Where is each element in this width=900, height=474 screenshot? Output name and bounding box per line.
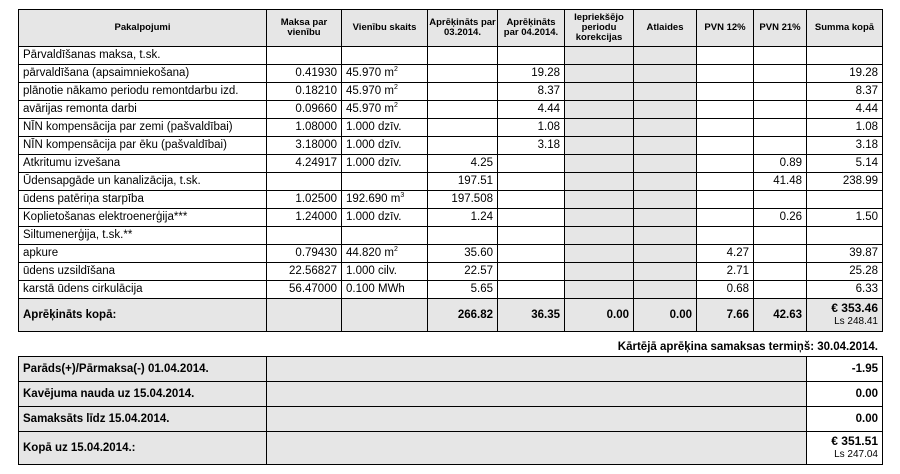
header-prev-corrections: Iepriekšējo periodu korekcijas <box>565 10 634 47</box>
row-name: Pārvaldīšanas maksa, t.sk. <box>19 47 267 65</box>
row-v21 <box>754 263 807 281</box>
table-row <box>19 173 883 191</box>
row-v12 <box>697 47 754 65</box>
summary-value: 0.00 <box>807 382 883 407</box>
row-v21 <box>754 281 807 299</box>
row-v21: 0.89 <box>754 155 807 173</box>
summary-label: Kopā uz 15.04.2014.: <box>19 432 267 465</box>
header-calc-04: Aprēķināts par 04.2014. <box>498 10 565 47</box>
row-price <box>267 47 342 65</box>
row-qty: 45.970 <box>346 85 382 97</box>
table-row <box>19 137 883 155</box>
summary-value: 0.00 <box>807 407 883 432</box>
row-qty: 45.970 <box>346 103 382 115</box>
row-price <box>267 227 342 245</box>
row-corr <box>565 137 634 155</box>
row-m04 <box>498 173 565 191</box>
row-v21: 41.48 <box>754 173 807 191</box>
row-disc <box>634 173 697 191</box>
summary-value-ls: Ls 247.04 <box>834 449 878 460</box>
row-corr <box>565 47 634 65</box>
table-row <box>19 65 883 83</box>
row-corr <box>565 173 634 191</box>
summary-row <box>19 382 883 407</box>
total-sum-eur: € 353.46 <box>831 301 878 315</box>
header-units: Vienību skaits <box>342 10 428 47</box>
row-disc <box>634 191 697 209</box>
row-v12 <box>697 173 754 191</box>
header-total: Summa kopā <box>807 10 883 47</box>
row-qty: 1.000 <box>346 211 375 223</box>
row-sum: 8.37 <box>807 83 883 101</box>
row-corr <box>565 83 634 101</box>
row-units <box>342 227 428 245</box>
row-qty: 192.690 <box>346 193 388 205</box>
row-disc <box>634 245 697 263</box>
row-v21 <box>754 65 807 83</box>
row-m04: 4.44 <box>498 101 565 119</box>
row-corr <box>565 119 634 137</box>
row-unit: MWh <box>377 283 405 295</box>
row-units <box>342 191 428 209</box>
table-row <box>19 245 883 263</box>
row-sum: 1.08 <box>807 119 883 137</box>
row-disc <box>634 101 697 119</box>
row-name: avārijas remonta darbi <box>19 101 267 119</box>
row-v12: 4.27 <box>697 245 754 263</box>
row-unit: cilv. <box>377 265 397 277</box>
summary-value <box>807 432 883 465</box>
payment-deadline: Kārtējā aprēķina samaksas termiņš: 30.04.2014. <box>617 341 878 353</box>
row-sum <box>807 227 883 245</box>
summary-spacer <box>267 382 807 407</box>
row-m03 <box>428 65 498 83</box>
row-disc <box>634 263 697 281</box>
row-qty: 44.820 <box>346 247 382 259</box>
row-m03 <box>428 119 498 137</box>
row-m04 <box>498 155 565 173</box>
table-row <box>19 263 883 281</box>
row-sum: 25.28 <box>807 263 883 281</box>
row-units <box>342 281 428 299</box>
row-disc <box>634 83 697 101</box>
row-price: 0.18210 <box>267 83 342 101</box>
total-sum <box>807 299 883 332</box>
row-v12 <box>697 227 754 245</box>
row-unit: m <box>390 193 401 205</box>
row-name: Siltumenerģija, t.sk.** <box>19 227 267 245</box>
total-sum-ls: Ls 248.41 <box>834 316 878 327</box>
header-discounts: Atlaides <box>634 10 697 47</box>
row-m03: 197.508 <box>428 191 498 209</box>
row-units <box>342 47 428 65</box>
row-sum <box>807 191 883 209</box>
row-unit: dzīv. <box>377 211 402 223</box>
row-corr <box>565 101 634 119</box>
row-v21 <box>754 83 807 101</box>
row-price: 0.41930 <box>267 65 342 83</box>
row-m04: 1.08 <box>498 119 565 137</box>
row-name: ūdens patēriņa starpība <box>19 191 267 209</box>
row-v12: 0.68 <box>697 281 754 299</box>
row-sum: 39.87 <box>807 245 883 263</box>
row-corr <box>565 263 634 281</box>
row-m03: 35.60 <box>428 245 498 263</box>
row-v12 <box>697 119 754 137</box>
total-m04: 36.35 <box>498 299 565 332</box>
row-m04 <box>498 245 565 263</box>
row-units <box>342 65 428 83</box>
total-m03: 266.82 <box>428 299 498 332</box>
row-price: 1.08000 <box>267 119 342 137</box>
row-disc <box>634 227 697 245</box>
row-corr <box>565 65 634 83</box>
header-calc-03: Aprēķināts par 03.2014. <box>428 10 498 47</box>
table-row <box>19 281 883 299</box>
row-corr <box>565 227 634 245</box>
row-price: 1.02500 <box>267 191 342 209</box>
row-sum: 19.28 <box>807 65 883 83</box>
summary-value: -1.95 <box>807 357 883 382</box>
row-unit: dzīv. <box>377 121 402 133</box>
header-vat12: PVN 12% <box>697 10 754 47</box>
row-price: 0.79430 <box>267 245 342 263</box>
row-units <box>342 119 428 137</box>
total-disc: 0.00 <box>634 299 697 332</box>
row-corr <box>565 191 634 209</box>
row-m04 <box>498 263 565 281</box>
row-name: NĪN kompensācija par zemi (pašvaldībai) <box>19 119 267 137</box>
row-name: apkure <box>19 245 267 263</box>
row-unit-exponent: 2 <box>393 84 398 92</box>
summary-value-eur: € 351.51 <box>831 434 878 448</box>
summary-spacer <box>267 407 807 432</box>
row-v12 <box>697 155 754 173</box>
total-label: Aprēķināts kopā: <box>19 299 267 332</box>
summary-label: Kavējuma nauda uz 15.04.2014. <box>19 382 267 407</box>
row-name: plānotie nākamo periodu remontdarbu izd. <box>19 83 267 101</box>
row-units <box>342 245 428 263</box>
row-sum: 238.99 <box>807 173 883 191</box>
row-disc <box>634 47 697 65</box>
row-disc <box>634 281 697 299</box>
row-name: ūdens uzsildīšana <box>19 263 267 281</box>
row-qty: 1.000 <box>346 121 375 133</box>
summary-label: Samaksāts līdz 15.04.2014. <box>19 407 267 432</box>
row-sum <box>807 47 883 65</box>
row-m03: 4.25 <box>428 155 498 173</box>
total-empty-price <box>267 299 342 332</box>
row-m03: 22.57 <box>428 263 498 281</box>
header-unit-price: Maksa par vienību <box>267 10 342 47</box>
row-sum: 1.50 <box>807 209 883 227</box>
row-v21 <box>754 227 807 245</box>
row-units <box>342 101 428 119</box>
row-m03 <box>428 137 498 155</box>
row-m03 <box>428 83 498 101</box>
summary-row <box>19 357 883 382</box>
row-corr <box>565 209 634 227</box>
charges-table <box>18 9 883 332</box>
table-row <box>19 83 883 101</box>
row-m04: 8.37 <box>498 83 565 101</box>
row-name: pārvaldīšana (apsaimniekošana) <box>19 65 267 83</box>
row-m03: 5.65 <box>428 281 498 299</box>
total-v12: 7.66 <box>697 299 754 332</box>
summary-table <box>18 356 883 465</box>
row-unit: m <box>384 67 394 79</box>
row-unit-exponent: 3 <box>400 192 405 200</box>
row-m03 <box>428 47 498 65</box>
summary-spacer <box>267 357 807 382</box>
row-m04: 3.18 <box>498 137 565 155</box>
row-v12 <box>697 101 754 119</box>
total-corr: 0.00 <box>565 299 634 332</box>
row-sum: 3.18 <box>807 137 883 155</box>
row-m04 <box>498 47 565 65</box>
row-qty: 1.000 <box>346 265 375 277</box>
summary-label: Parāds(+)/Pārmaksa(-) 01.04.2014. <box>19 357 267 382</box>
row-disc <box>634 209 697 227</box>
header-item: Pakalpojumi <box>19 10 267 47</box>
row-v21 <box>754 137 807 155</box>
row-m03 <box>428 101 498 119</box>
row-price: 4.24917 <box>267 155 342 173</box>
table-row <box>19 227 883 245</box>
row-units <box>342 83 428 101</box>
row-qty: 45.970 <box>346 67 382 79</box>
row-disc <box>634 155 697 173</box>
row-m03 <box>428 227 498 245</box>
row-disc <box>634 119 697 137</box>
row-corr <box>565 245 634 263</box>
table-row <box>19 119 883 137</box>
row-v21 <box>754 245 807 263</box>
row-price: 22.56827 <box>267 263 342 281</box>
row-name: NĪN kompensācija par ēku (pašvaldībai) <box>19 137 267 155</box>
row-v21 <box>754 47 807 65</box>
total-empty-units <box>342 299 428 332</box>
row-unit: dzīv. <box>377 157 402 169</box>
row-price: 3.18000 <box>267 137 342 155</box>
row-v12 <box>697 209 754 227</box>
table-row <box>19 155 883 173</box>
row-name: karstā ūdens cirkulācija <box>19 281 267 299</box>
table-header-row <box>19 10 883 47</box>
row-v21 <box>754 191 807 209</box>
row-disc <box>634 65 697 83</box>
row-m03: 1.24 <box>428 209 498 227</box>
total-v21: 42.63 <box>754 299 807 332</box>
row-corr <box>565 281 634 299</box>
row-name: Ūdensapgāde un kanalizācija, t.sk. <box>19 173 267 191</box>
header-vat21: PVN 21% <box>754 10 807 47</box>
summary-spacer <box>267 432 807 465</box>
row-unit-exponent: 2 <box>393 246 398 254</box>
row-v21: 0.26 <box>754 209 807 227</box>
row-v12 <box>697 65 754 83</box>
row-v12 <box>697 191 754 209</box>
row-m03: 197.51 <box>428 173 498 191</box>
row-unit: m <box>384 247 394 259</box>
row-sum: 5.14 <box>807 155 883 173</box>
row-m04: 19.28 <box>498 65 565 83</box>
row-units <box>342 137 428 155</box>
table-row <box>19 47 883 65</box>
row-unit: m <box>384 85 394 97</box>
row-v12 <box>697 83 754 101</box>
row-sum: 6.33 <box>807 281 883 299</box>
row-v21 <box>754 101 807 119</box>
table-row <box>19 209 883 227</box>
row-v12 <box>697 137 754 155</box>
row-units <box>342 209 428 227</box>
row-qty: 1.000 <box>346 157 375 169</box>
row-price: 0.09660 <box>267 101 342 119</box>
row-price <box>267 173 342 191</box>
row-price: 56.47000 <box>267 281 342 299</box>
table-row <box>19 191 883 209</box>
row-corr <box>565 155 634 173</box>
row-units <box>342 155 428 173</box>
row-m04 <box>498 209 565 227</box>
row-v21 <box>754 119 807 137</box>
row-name: Koplietošanas elektroenerģija*** <box>19 209 267 227</box>
row-unit: m <box>384 103 394 115</box>
table-row <box>19 101 883 119</box>
row-name: Atkritumu izvešana <box>19 155 267 173</box>
row-unit: dzīv. <box>377 139 402 151</box>
row-m04 <box>498 281 565 299</box>
row-m04 <box>498 227 565 245</box>
row-qty: 1.000 <box>346 139 375 151</box>
row-sum: 4.44 <box>807 101 883 119</box>
row-units <box>342 263 428 281</box>
row-units <box>342 173 428 191</box>
summary-row <box>19 407 883 432</box>
row-qty: 0.100 <box>346 283 375 295</box>
row-unit-exponent: 2 <box>393 66 398 74</box>
total-row <box>19 299 883 332</box>
row-v12: 2.71 <box>697 263 754 281</box>
row-unit-exponent: 2 <box>393 102 398 110</box>
summary-row <box>19 432 883 465</box>
row-m04 <box>498 191 565 209</box>
row-disc <box>634 137 697 155</box>
row-price: 1.24000 <box>267 209 342 227</box>
